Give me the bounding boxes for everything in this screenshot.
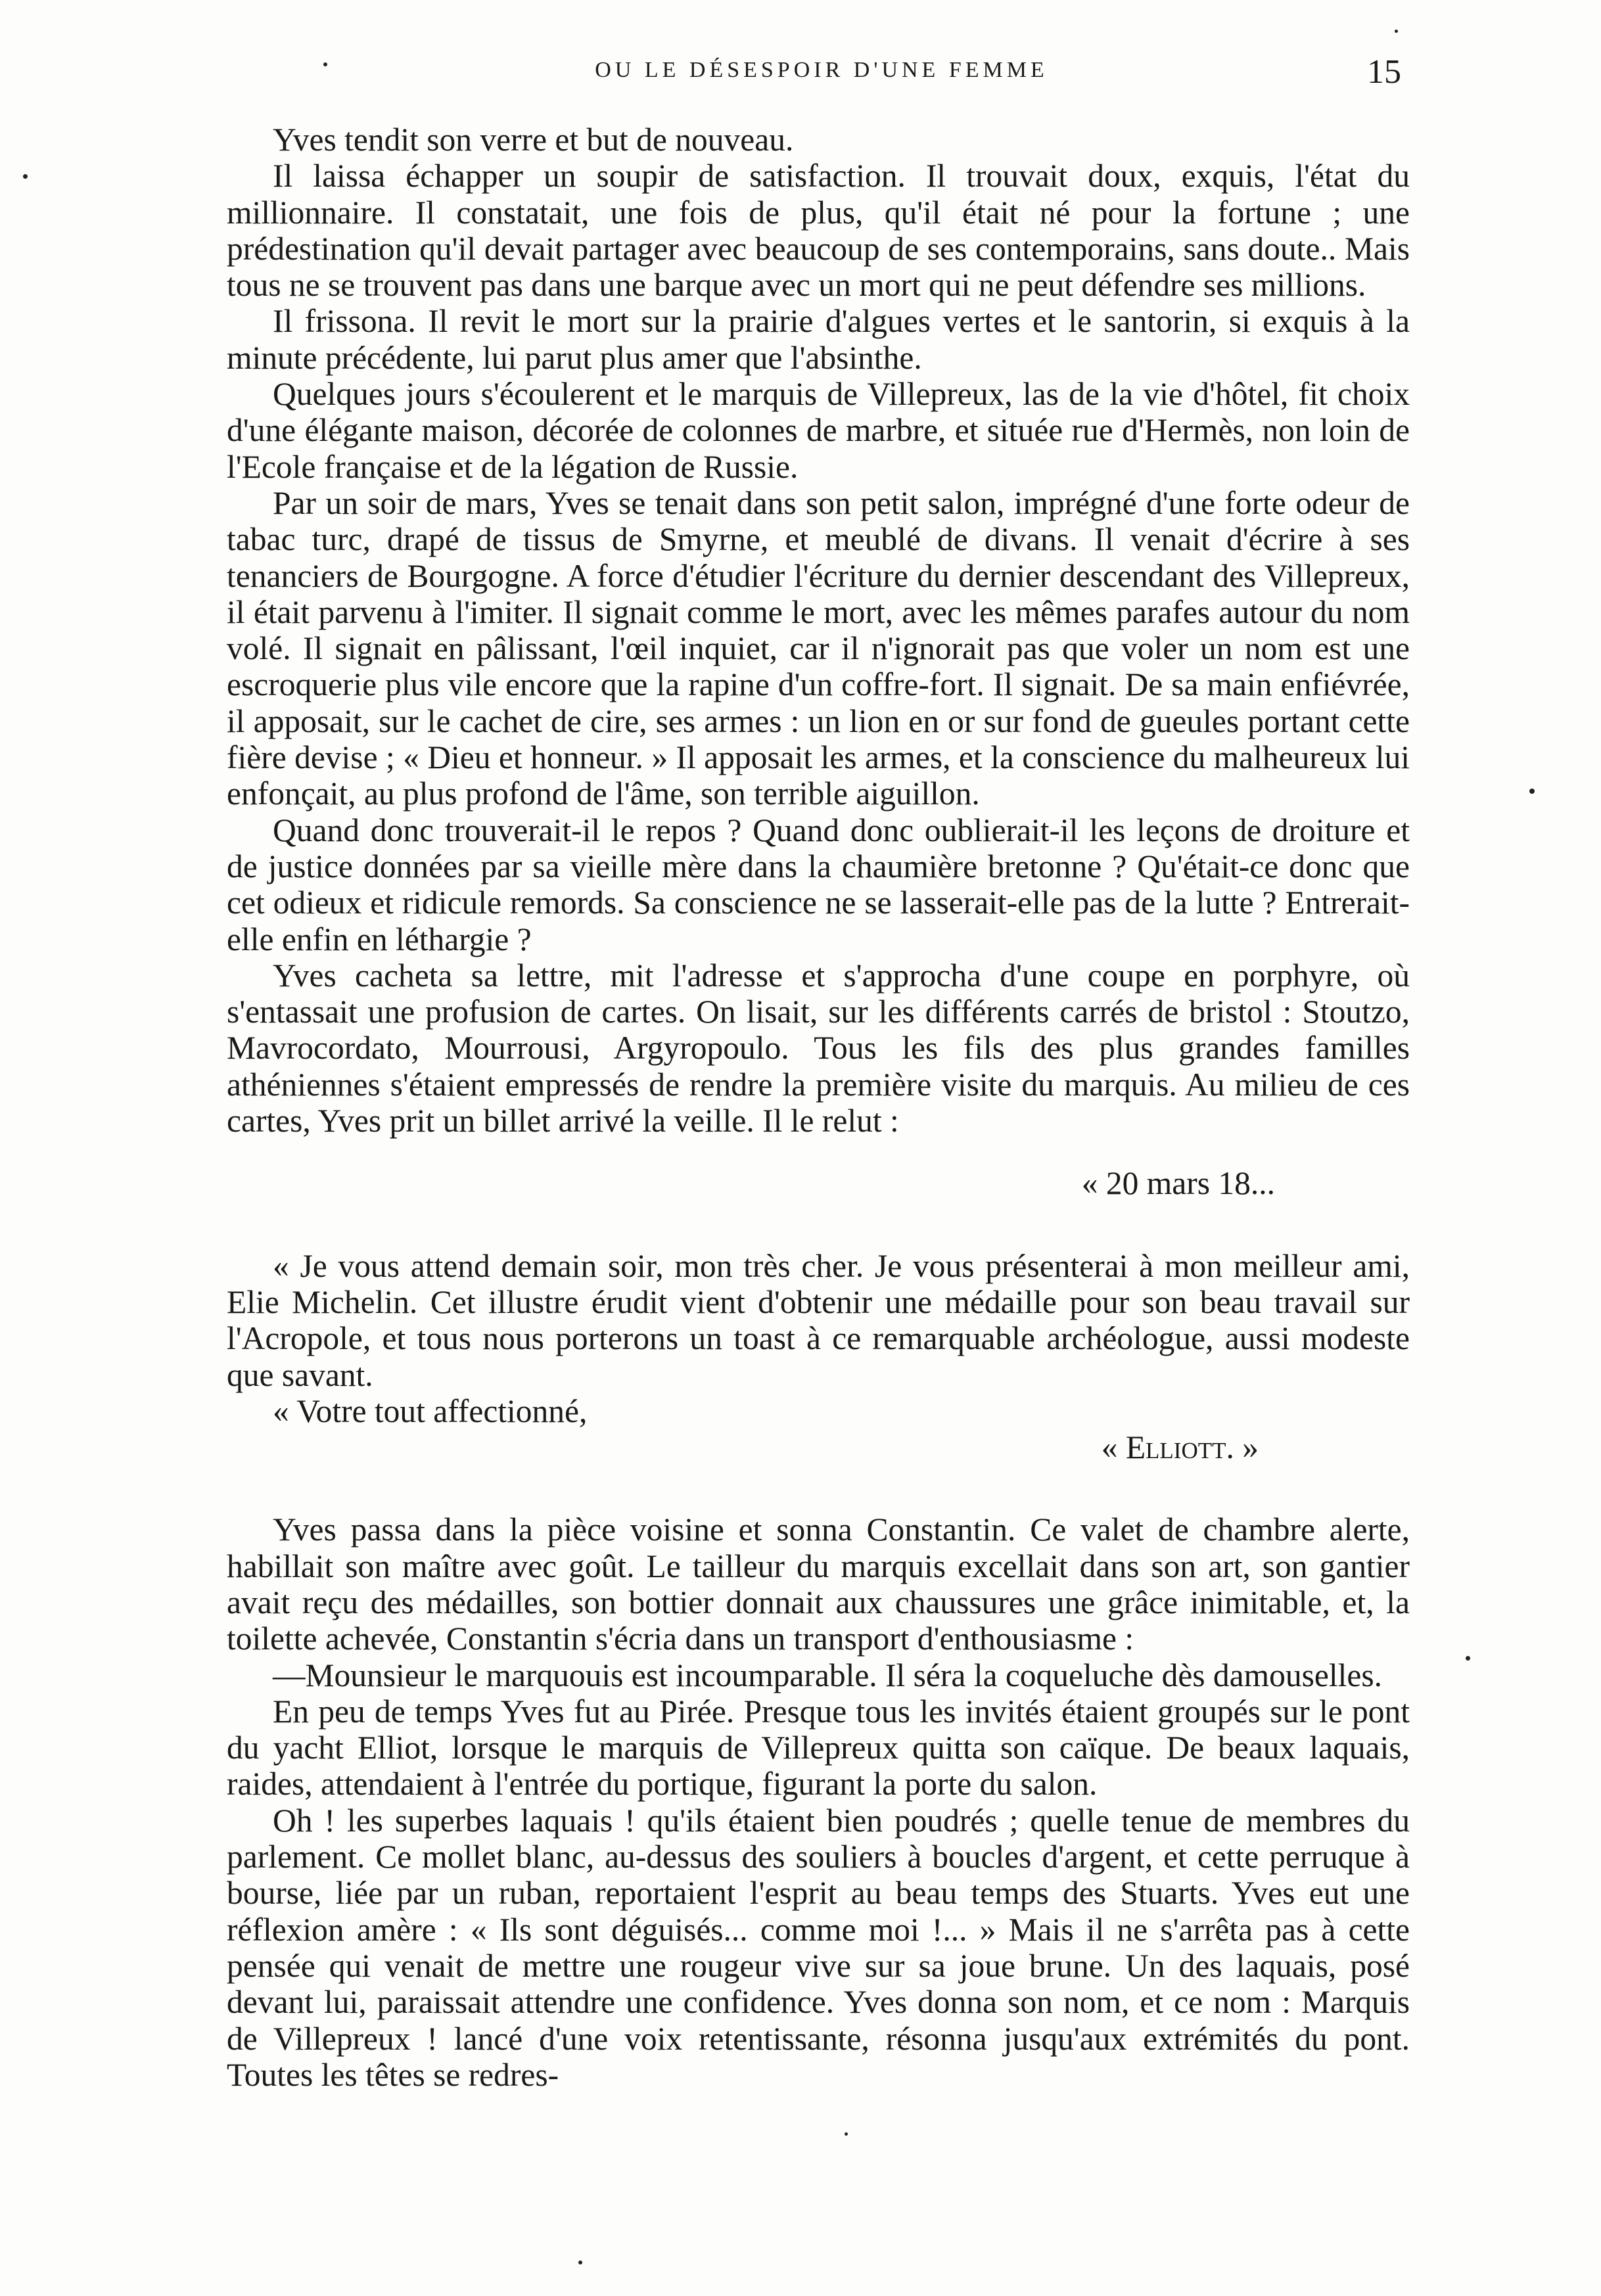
paragraph: —Mounsieur le marquouis est incoumparable. Il séra la coqueluche dès damouselles. <box>273 1657 1383 1693</box>
spacer <box>227 1465 1410 1511</box>
paragraph: Quand donc trouverait-il le repos ? Quand donc oublierait-il les leçons de droiture et de justice données par sa vieille mère dans la chaumière bretonne ? Qu'était-ce donc que cet odieux et ridicule remords. Sa conscience ne se lasserait-elle pas de la lutte ? Entrerait-elle enfin en léthargie ? <box>227 812 1410 957</box>
running-title: OU LE DÉSESPOIR D'UNE FEMME <box>595 58 1048 82</box>
scan-speck <box>578 2261 582 2264</box>
paragraph: Il frissona. Il revit le mort sur la prairie d'algues vertes et le santorin, si exquis à la minute précédente, lui parut plus amer que l'absinthe. <box>227 303 1410 376</box>
paragraph: Quelques jours s'écoulerent et le marquis de Villepreux, las de la vie d'hôtel, fit choix d'une élégante maison, décorée de colonnes de marbre, et située rue d'Hermès, non loin de l'Ecole française et de la légation de Russie. <box>227 376 1410 485</box>
paragraph: Par un soir de mars, Yves se tenait dans son petit salon, imprégné d'une forte odeur de tabac turc, drapé de tissus de Smyrne, et meublé de divans. Il venait d'écrire à ses tenanciers de Bourgogne. A force d'étudier l'écriture du dernier descendant des Villepreux, il était parvenu à l'imiter. Il signait comme le mort, avec les mêmes parafes autour du nom volé. Il signait en pâlissant, l'œil inquiet, car il n'ignorait pas que voler un nom est une escroquerie plus vile encore que la rapine d'un coffre-fort. Il signait. De sa main enfiévrée, il apposait, sur le cachet de cire, ses armes : un lion en or sur fond de gueules portant cette fière devise ; « Dieu et honneur. » Il apposait les armes, et la conscience du malheureux lui enfonçait, au plus profond de l'âme, son terrible aiguillon. <box>227 484 1410 812</box>
scan-speck <box>845 2132 848 2136</box>
paragraph: Yves tendit son verre et but de nouveau. <box>273 122 794 158</box>
letter-signature: « Elliott. » <box>1101 1429 1259 1466</box>
letter-closing: « Votre tout affectionné, <box>273 1392 588 1429</box>
scan-speck <box>1529 789 1535 794</box>
paragraph: Il laissa échapper un soupir de satisfaction. Il trouvait doux, exquis, l'état du millionnaire. Il constatait, une fois de plus, qu'il était né pour la fortune ; une prédestination qu'il devait partager avec beaucoup de ses contemporains, sans doute.. Mais tous ne se trouvent pas dans une barque avec un mort qui ne peut défendre ses millions. <box>227 158 1410 304</box>
letter-body: « Je vous attend demain soir, mon très cher. Je vous présenterai à mon meilleur ami, Elie Michelin. Cet illustre érudit vient d'obtenir une médaille pour son beau travail sur l'Acropole, et tous nous porterons un toast à ce remarquable archéologue, aussi modeste que savant. <box>227 1247 1410 1393</box>
spacer <box>227 1139 1410 1165</box>
scan-speck <box>23 174 28 179</box>
page-number: 15 <box>1367 53 1401 91</box>
paragraph: Yves passa dans la pièce voisine et sonna Constantin. Ce valet de chambre alerte, habillait son maître avec goût. Le tailleur du marquis excellait dans son art, son gantier avait reçu des médailles, son bottier donnait aux chaussures une grâce inimitable, et, la toilette achevée, Constantin s'écria dans un transport d'enthousiasme : <box>227 1511 1410 1657</box>
scan-speck <box>323 62 327 66</box>
paragraph: Oh ! les superbes laquais ! qu'ils étaient bien poudrés ; quelle tenue de membres du parlement. Ce mollet blanc, au-dessus des souliers à boucles d'argent, et cette perruque à bourse, liée par un ruban, reportaient l'esprit au beau temps des Stuarts. Yves eut une réflexion amère : « Ils sont déguisés... comme moi !... » Mais il ne s'arrêta pas à cette pensée qui venait de mettre une rougeur vive sur sa joue brune. Un des laquais, posé devant lui, paraissait attendre une confidence. Yves donna son nom, et ce nom : Marquis de Villepreux ! lancé d'une voix retentissante, résonna jusqu'aux extrémités du pont. Toutes les têtes se redres- <box>227 1802 1410 2093</box>
spacer <box>227 1202 1410 1248</box>
scan-speck <box>1466 1656 1470 1661</box>
page-body <box>227 122 1410 2093</box>
paragraph: En peu de temps Yves fut au Pirée. Presque tous les invités étaient groupés sur le pont du yacht Elliot, lorsque le marquis de Villepreux quitta son caïque. De beaux laquais, raides, attendaient à l'entrée du portique, figurant la porte du salon. <box>227 1693 1410 1802</box>
letter-date: « 20 mars 18... <box>1081 1165 1275 1202</box>
scan-speck <box>1395 30 1398 33</box>
paragraph: Yves cacheta sa lettre, mit l'adresse et s'approcha d'une coupe en porphyre, où s'entassait une profusion de cartes. On lisait, sur les différents carrés de bristol : Stoutzo, Mavrocordato, Mourrousi, Argyropoulo. Tous les fils des plus grandes familles athéniennes s'étaient empressés de rendre la première visite du marquis. Au milieu de ces cartes, Yves prit un billet arrivé la veille. Il le relut : <box>227 957 1410 1139</box>
